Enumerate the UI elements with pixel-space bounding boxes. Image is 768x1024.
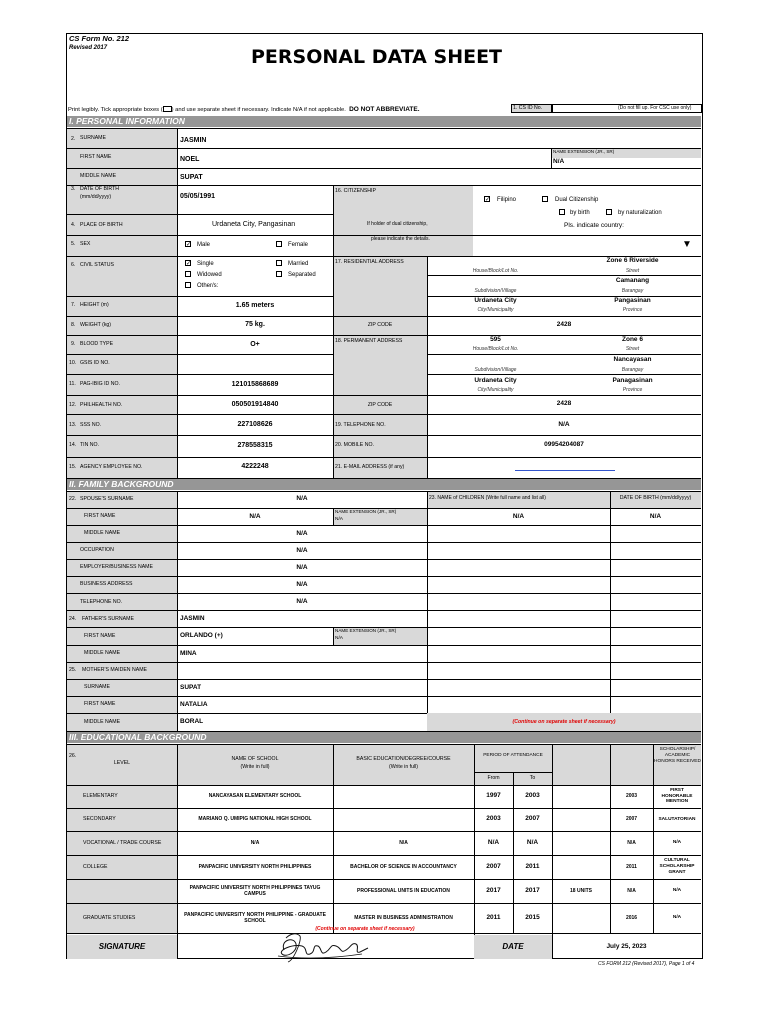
signature-image [272,930,382,966]
child-dob-label: DATE OF BIRTH (mm/dd/yyyy) [619,495,692,501]
edu-level [81,879,177,903]
by-naturalization-label: by naturalization [618,210,662,216]
date-label: DATE [502,942,524,951]
mother-middle-name-value: BORAL [180,718,204,725]
edu-year: 2007 [625,816,638,823]
edu-school: N/A [250,839,260,846]
mother-middle-name-label: MIDDLE NAME [84,719,121,725]
sss-value: 227108626 [237,421,273,428]
edu-level: ELEMENTARY [83,793,118,800]
email-value-link[interactable] [515,470,615,471]
education-continue-note: (Continue on separate sheet if necessary) [315,926,415,932]
mother-maiden-name-label: MOTHER'S MAIDEN NAME [82,667,147,673]
pagibig-label: PAG-IBIG ID NO. [80,381,120,387]
single-label: Single [197,261,214,267]
res-province-value: Pangasinan [614,297,651,304]
children-label: 23. NAME of CHILDREN (Write full name and list all) [429,495,546,501]
spouse-telephone-label: TELEPHONE NO. [80,599,123,605]
widowed-checkbox[interactable] [185,271,191,277]
child-name-value: N/A [512,513,525,520]
res-zip-value: 2428 [556,321,572,328]
middle-name-value: SUPAT [180,174,203,181]
edu-to: 2007 [525,815,540,823]
surname-label: SURNAME [80,135,106,141]
dob-label: DATE OF BIRTH [80,186,120,192]
mother-surname-value: SUPAT [180,684,202,691]
by-birth-label: by birth [570,210,590,216]
telephone-value: N/A [558,421,570,428]
edu-level: COLLEGE [83,863,108,870]
perm-subdivision-value: Nancayasan [613,356,652,363]
edu-school: MARIANO Q. UMIPIG NATIONAL HIGH SCHOOL [198,816,312,823]
edu-year: N/A [627,839,636,846]
edu-year: 2003 [625,793,638,800]
father-ext-value: N/A [335,636,343,641]
signature-label: SIGNATURE [98,942,146,951]
res-subdivision-value: Camanang [615,277,650,284]
mother-first-name-value: NATALIA [180,701,208,708]
pob-value: Urdaneta City, Pangasinan [212,221,296,228]
cs-id-note: (Do not fill up. For CSC use only) [618,105,692,111]
others-checkbox[interactable] [185,282,191,288]
height-label: HEIGHT (m) [80,302,109,308]
mobile-value: 09954204087 [544,441,584,448]
edu-level: GRADUATE STUDIES [83,914,136,921]
sex-label: SEX [80,241,91,247]
female-checkbox[interactable] [276,241,282,247]
edu-honors: CULTURAL SCHOLARSHIP GRANT [659,858,695,875]
perm-city-value: Urdaneta City [474,377,517,384]
edu-units [552,855,610,879]
form-number: CS Form No. 212 [69,34,130,43]
edu-to: 2011 [525,862,540,870]
surname-value: JASMIN [180,137,207,144]
cs-id-label: 1. CS ID No. [513,105,543,111]
edu-honors: N/A [672,915,682,920]
weight-value: 75 kg. [245,321,265,328]
child-dob-value: N/A [649,513,662,520]
male-checkbox[interactable]: ✓ [186,242,192,248]
female-label: Female [288,242,309,248]
edu-year: 2016 [625,914,638,921]
perm-house-value: 595 [490,336,501,343]
blood-type-value: O+ [250,341,260,348]
form-revised: Revised 2017 [69,45,108,51]
perm-zip-value: 2428 [556,400,572,407]
residential-address-label: 17. RESIDENTIAL ADDRESS [335,259,404,265]
edu-honors: SALUTATORIAN [658,816,696,822]
edu-level: SECONDARY [83,816,116,823]
others-label: Other/s: [197,283,219,289]
male-label: Male [197,242,211,248]
page-title: PERSONAL DATA SHEET [251,46,503,68]
married-label: Married [288,261,309,267]
dual-citizenship-checkbox[interactable] [542,196,548,202]
personal-data-sheet-form: CS Form No. 212 Revised 2017 PERSONAL DATA SHEET Print legibly. Tick appropriate boxes ( ) and use separate sheet if necessary. Indicate N/A if not applicable. DO NOT ABBREVIATE. 1. CS ID No. (Do not fill up. For CSC use only) I. PERSONAL INFORMATION 2. SURNAME JASMIN FIRST NAME NOEL NAME EXTENSION (JR., SR) N/A MIDDLE NAME SUPAT 3. DATE OF BIRTH (mm/dd/yyyy) 05/05/1991 4. PLACE OF BIRTH Urdaneta City, Pangasinan 5. SEX ✓ Male Female 6. CIVIL STATUS ✓ Single Married Widowed Separated Other/s: 7. HEIGHT (m) 1.65 meters 8. WEIGHT (kg) 75 kg. 9. BLOOD TYPE O+ 10. GSIS ID NO. 11. PAG-IBIG ID NO. 121015868689 12. PHILHEALTH NO. 050501914840 13. SSS NO. 227108626 14. TIN NO. 278558315 15. AGENCY EMPLOYEE NO. 4222248 16. CITIZENSHIP If holder of dual citizenship, please indicate the details. ✓ Filipino Dual Citizenship by birth by naturalization Pls. indicate country: ▼ 17. RESIDENTIAL ADDRESS Zone 6 Riverside House/Block/Lot No. Street Camanang Subdivision/Village Barangay Urdaneta City Pangasinan City/Municipality Province ZIP CODE 2428 18. PERMANENT ADDRESS 595 Zone 6 House/Block/Lot No. Street Nancayasan Subdivision/Village Barangay Urdaneta City Panagasinan City/Municipality Province ZIP CODE 2428 19. TELEPHONE NO. N/A 20. MOBILE NO. 09954204087 21. E-MAIL ADDRESS (if any) II. FAMILY BACKGROUND 22. SPOUSE'S SURNAME N/A FIRST NAME N/A NAME EXTENSION (JR., SR) N/A MIDDLE NAME N/A OCCUPATION N/A EMPLOYER/BUSINESS NAME N/A BUSINESS ADDRESS N/A TELEPHONE NO. N/A 23. NAME of CHILDREN (Write full name and list all) DATE OF BIRTH (mm/dd/yyyy) N/A N/A 24. FATHER'S SURNAME JASMIN FIRST NAME ORLANDO (+) NAME EXTENSION (JR., SR) N/A MIDDLE NAME MINA 25. MOTHER'S MAIDEN NAME SURNAME SUPAT FIRST NAME NATALIA MIDDLE NAME BORAL (Continue on separate sheet if necessary) III. EDUCATIONAL BACKGROUND 26. LEVEL NAME OF SCHOOL (Write in full) BASIC EDUCATION/DEGREE/COURSE (Write in full) PERIOD OF ATTENDANCE From To SCHOLARSHIP/ ACADEMIC HONORS RECEIVED ELEMENTARY NANCAYASAN ELEMENTARY SCHOOL 1997 2003 2003 FIRST HONORABLE MENTION SECONDARY MARIANO Q. UMIPIG NATIONAL HIGH SCHOOL 2003 2007 2007 SALUTATORIAN VOCATIONAL / TRADE COURSE N/A N/A N/A N/A N/A N/A COLLEGE PANPACIFIC UNIVERSITY NORTH PHILIPPINES BACHELOR OF SCIENCE IN ACCOUNTANCY 2007 2011 2011 CULTURAL SCHOLARSHIP GRANT PANPACIFIC UNIVERSITY NORTH PHILIPPINES TAYUG CAMPUS PROFESSIONAL UNITS IN EDUCATION 2017 2017 18 UNITS N/A N/A GRADUATE STUDIES PANPACIFIC UNIVERSITY NORTH PHILIPPINE - GRADUATE SCHOOL MASTER IN BUSINESS ADMINISTRATION 2011 2015 2016 N/A (Continue on separate sheet if necessary) SIGNATURE DATE July 25, 2023 [66,33,703,959]
telephone-label: 19. TELEPHONE NO. [335,422,386,428]
dual-note-1: If holder of dual citizenship, [367,221,428,227]
father-surname-value: JASMIN [180,615,205,622]
email-label: 21. E-MAIL ADDRESS (if any) [335,464,405,470]
edu-from: 2011 [486,913,501,921]
instructions: Print legibly. Tick appropriate boxes ( ) and use separate sheet if necessary. Indicate N/A if not applicable. DO NOT ABBREVIATE. [68,106,420,113]
first-name-value: NOEL [180,156,200,163]
father-surname-label: FATHER'S SURNAME [82,616,134,622]
occupation-label: OCCUPATION [80,547,114,553]
separated-checkbox[interactable] [276,271,282,277]
family-label-column [67,491,177,731]
edu-school: PANPACIFIC UNIVERSITY NORTH PHILIPPINES TAYUG CAMPUS [189,884,321,897]
section-family-background: II. FAMILY BACKGROUND [67,479,701,490]
mother-surname-label: SURNAME [84,684,110,690]
edu-from: 2007 [486,862,501,870]
edu-honors: N/A [672,840,682,845]
edu-course: N/A [399,839,408,846]
permanent-address-label: 18. PERMANENT ADDRESS [335,338,403,344]
edu-from: 1997 [486,792,501,800]
edu-to: 2015 [525,913,540,921]
weight-label: WEIGHT (kg) [80,322,112,328]
father-first-name-label: FIRST NAME [84,633,116,639]
edu-level: VOCATIONAL / TRADE COURSE [83,839,162,846]
edu-to: 2003 [525,792,540,800]
philhealth-label: PHILHEALTH NO. [80,402,123,408]
edu-units [552,808,610,831]
edu-from: 2017 [486,886,501,894]
edu-units [552,831,610,855]
section-personal-information: I. PERSONAL INFORMATION [67,116,701,127]
dob-value: 05/05/1991 [180,193,216,200]
middle-name-label: MIDDLE NAME [80,173,117,179]
spouse-middle-name-label: MIDDLE NAME [84,530,121,536]
col-period: PERIOD OF ATTENDANCE [483,753,543,758]
tin-value: 278558315 [237,442,273,449]
blood-type-label: BLOOD TYPE [80,341,114,347]
edu-course: MASTER IN BUSINESS ADMINISTRATION [354,914,453,921]
col-honors: SCHOLARSHIP/ ACADEMIC HONORS RECEIVED [654,747,701,764]
father-middle-name-label: MIDDLE NAME [84,650,121,656]
spouse-telephone-value: N/A [296,598,308,605]
page-footer-note: CS FORM 212 (Revised 2017), Page 1 of 4 [598,961,695,967]
education-number: 26. [69,753,77,759]
edu-course [333,808,474,831]
name-extension-value: N/A [553,158,565,165]
edu-to: N/A [526,838,539,846]
col-level: LEVEL [113,760,131,766]
edu-school: PANPACIFIC UNIVERSITY NORTH PHILIPPINE - GRADUATE SCHOOL [184,911,326,924]
father-middle-name-value: MINA [180,650,197,657]
res-street-value: Zone 6 Riverside [606,257,659,264]
family-continue-note: (Continue on separate sheet if necessary) [512,719,616,725]
philhealth-value: 050501914840 [231,401,279,408]
edu-units [552,785,610,808]
spouse-first-name-label: FIRST NAME [84,513,116,519]
edu-from: 2003 [486,815,501,823]
indicate-country-label: Pls. indicate country: [564,222,624,229]
edu-honors: FIRST HONORABLE MENTION [661,787,693,805]
spouse-surname-label: SPOUSE'S SURNAME [80,496,134,502]
spouse-ext-label: NAME EXTENSION (JR., SR) [335,509,397,514]
business-address-label: BUSINESS ADDRESS [80,581,133,587]
employer-value: N/A [296,564,308,571]
perm-province-value: Panagasinan [612,377,653,384]
edu-school: NANCAYASAN ELEMENTARY SCHOOL [208,793,302,800]
citizenship-label: 16. CITIZENSHIP [335,188,376,194]
married-checkbox[interactable] [276,260,282,266]
single-checkbox[interactable]: ✓ [186,261,192,267]
date-value: July 25, 2023 [606,943,647,950]
father-first-name-value: ORLANDO (+) [180,632,223,639]
edu-course: BACHELOR OF SCIENCE IN ACCOUNTANCY [350,863,457,870]
agency-label: AGENCY EMPLOYEE NO. [80,464,143,470]
spouse-first-name-value: N/A [249,513,261,520]
dropdown-arrow-icon[interactable]: ▼ [682,239,692,250]
business-address-value: N/A [296,581,308,588]
col-from: From [487,775,500,781]
dual-note-2: please indicate the details. [371,236,430,242]
edu-honors: N/A [672,888,682,893]
pagibig-value: 121015868689 [231,381,279,388]
edu-units: 18 UNITS [570,887,592,894]
mother-first-name-label: FIRST NAME [84,701,116,707]
civil-status-label: CIVIL STATUS [80,262,114,268]
spouse-middle-name-value: N/A [296,530,308,537]
mobile-label: 20. MOBILE NO. [335,442,374,448]
country-dropdown[interactable] [473,235,701,256]
edu-course [333,785,474,808]
col-course: BASIC EDUCATION/DEGREE/COURSE [356,756,451,762]
first-name-label: FIRST NAME [80,154,112,160]
filipino-label: Filipino [497,197,517,203]
col-to: To [529,775,536,781]
by-birth-checkbox[interactable] [559,209,565,215]
col-school: NAME OF SCHOOL [231,756,279,762]
name-extension-label: NAME EXTENSION (JR., SR) [553,149,615,154]
agency-value: 4222248 [241,463,269,470]
perm-zip-label: ZIP CODE [367,402,393,408]
sss-label: SSS NO. [80,422,102,428]
res-zip-label: ZIP CODE [367,322,393,328]
father-ext-label: NAME EXTENSION (JR., SR) [335,628,397,633]
edu-units [552,903,610,933]
edu-from: N/A [487,838,500,846]
height-value: 1.65 meters [235,302,275,309]
res-city-value: Urdaneta City [474,297,517,304]
pob-label: PLACE OF BIRTH [80,222,123,228]
perm-street-value: Zone 6 [622,336,643,343]
edu-course: PROFESSIONAL UNITS IN EDUCATION [357,887,450,894]
gsis-label: GSIS ID NO. [80,360,110,366]
by-naturalization-checkbox[interactable] [606,209,612,215]
spouse-ext-value: N/A [335,517,343,522]
dual-citizenship-label: Dual Citizenship [555,197,599,203]
edu-year: N/A [627,887,636,894]
separated-label: Separated [288,272,316,278]
employer-label: EMPLOYER/BUSINESS NAME [80,564,153,570]
spouse-surname-value: N/A [296,495,308,502]
edu-school: PANPACIFIC UNIVERSITY NORTH PHILIPPINES [198,863,312,870]
dob-format: (mm/dd/yyyy) [80,194,112,200]
edu-to: 2017 [525,886,540,894]
widowed-label: Widowed [197,272,222,278]
filipino-checkbox[interactable]: ✓ [485,197,491,203]
tin-label: TIN NO. [80,442,100,448]
section-educational-background: III. EDUCATIONAL BACKGROUND [67,732,701,743]
edu-year: 2011 [626,863,637,870]
occupation-value: N/A [296,547,308,554]
